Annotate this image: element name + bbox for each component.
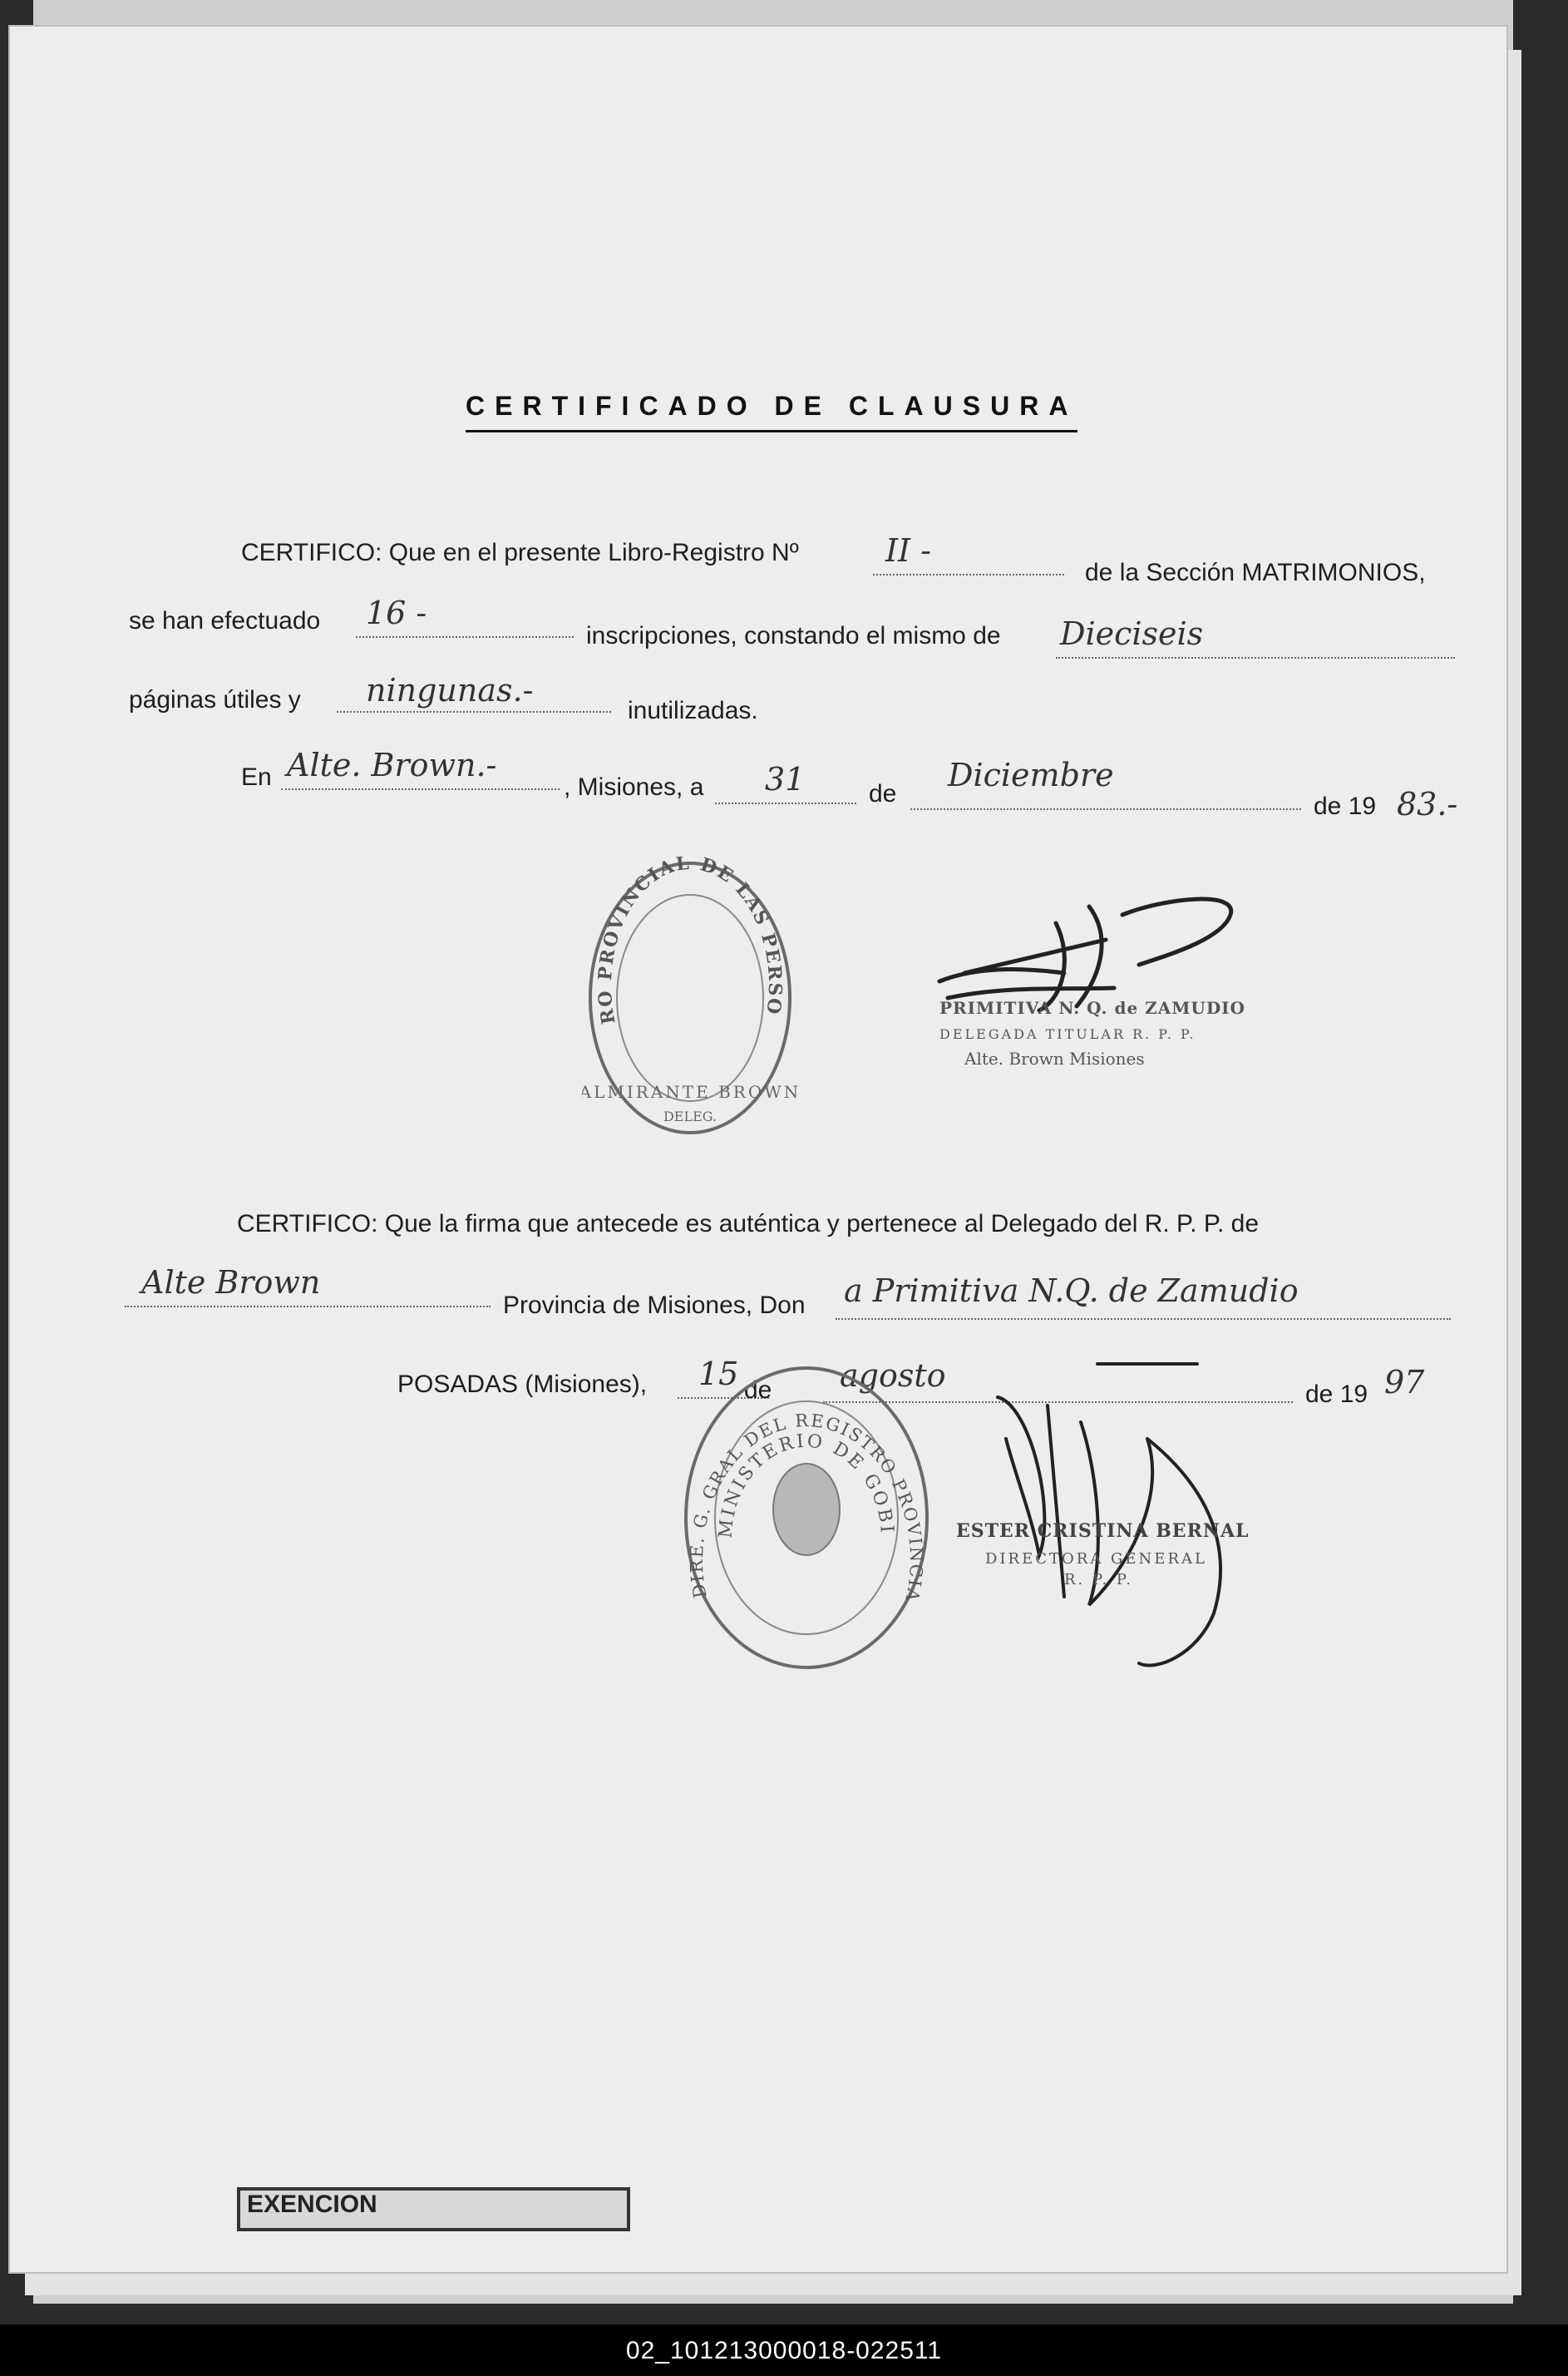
place-1: Alte. Brown.- [287,747,497,783]
inutil-suffix: inutilizadas. [628,697,758,724]
svg-text:RO PROVINCIAL DE LAS PERSONAS [582,857,786,1026]
stamp-1-ring-text: RO PROVINCIAL DE LAS PERSO [594,857,786,1026]
scan-id: 02_101213000018-022511 [625,2337,943,2364]
year-prefix-1: de 19 [1314,793,1377,820]
stamp-2-ring-text: DIRE. G. GRAL DEL REGISTRO PROVINCIA [686,1410,927,1605]
day-1: 31 [765,761,806,798]
posadas-label: POSADAS (Misiones), [397,1371,648,1398]
registry-stamp-2-seal [678,1356,935,1680]
registry-stamp-2 [678,1356,935,1684]
name-hand-dots [836,1318,1451,1320]
misiones-a: , Misiones, a [564,773,704,801]
month-1: Diciembre [948,757,1114,793]
month-1-dots [910,808,1301,810]
signature-2-name: ESTER CRISTINA BERNAL [956,1520,1250,1542]
day-1-dots [715,803,856,804]
document-title: CERTIFICADO DE CLAUSURA [466,391,1077,432]
pages-word: Dieciseis [1060,615,1204,652]
inscr-prefix: se han efectuado [129,607,321,635]
de-1: de [869,780,897,808]
name-hand: a Primitiva N.Q. de Zamudio [844,1272,1299,1309]
cert1-prefix: CERTIFICO: Que en el presente Libro-Registro Nº [241,539,799,566]
pages-word-dots [1056,657,1455,659]
stamp-2-inner-text: MINISTERIO DE GOBI [715,1430,898,1539]
paginas-prefix: páginas útiles y [129,686,301,714]
signature-1-role: DELEGADA TITULAR R. P. P. [939,1026,1196,1042]
certificate-page [8,25,1508,2274]
registry-stamp-1-seal [582,857,798,1139]
inutil-word-dots [337,711,611,713]
signature-1-block [939,998,1245,1069]
month-2: agosto [840,1357,946,1394]
bottom-stamp-text: EXENCION [247,2191,377,2218]
libro-number-dots [873,574,1064,575]
cert1-section: de la Sección MATRIMONIOS, [1085,559,1426,586]
signature-1-name: PRIMITIVA N. Q. de ZAMUDIO [939,998,1245,1018]
year-suffix-2: 97 [1384,1364,1425,1400]
signature-1-place: Alte. Brown Misiones [964,1049,1145,1069]
year-prefix-2: de 19 [1305,1381,1368,1408]
stamp-1-inner-text: ALMIRANTE BROWN [582,1082,798,1102]
signature-2-block [956,1520,1250,1588]
signature-2 [981,1347,1264,1684]
signature-2-sub: R. P. P. [1064,1571,1134,1588]
place-2-dots [125,1306,491,1307]
signature-1-scribble [931,890,1247,1015]
day-2: 15 [698,1356,739,1392]
stamp-1-bottom-text: DELEG. [663,1109,717,1124]
prov-text: Provincia de Misiones, Don [503,1292,806,1319]
inscr-count: 16 - [366,595,427,631]
place-2: Alte Brown [141,1264,321,1301]
cert2-prefix: CERTIFICO: Que la firma que antecede es auténtica y pertenece al Delegado del R. P. P. de [237,1210,1260,1237]
inutil-word: ningunas.- [366,672,534,709]
registry-stamp-1 [582,857,798,1144]
signature-2-role: DIRECTORA GENERAL [985,1550,1207,1568]
year-suffix-1: 83.- [1397,786,1458,822]
inscr-count-dots [356,636,574,638]
libro-number: II - [885,532,931,569]
de-2: de [744,1376,772,1404]
inscr-suffix: inscripciones, constando el mismo de [586,622,1001,650]
signature-2-scribble [981,1347,1264,1680]
en-label: En [241,763,272,791]
bottom-stamp-box [237,2187,630,2231]
place-1-dots [281,788,560,790]
